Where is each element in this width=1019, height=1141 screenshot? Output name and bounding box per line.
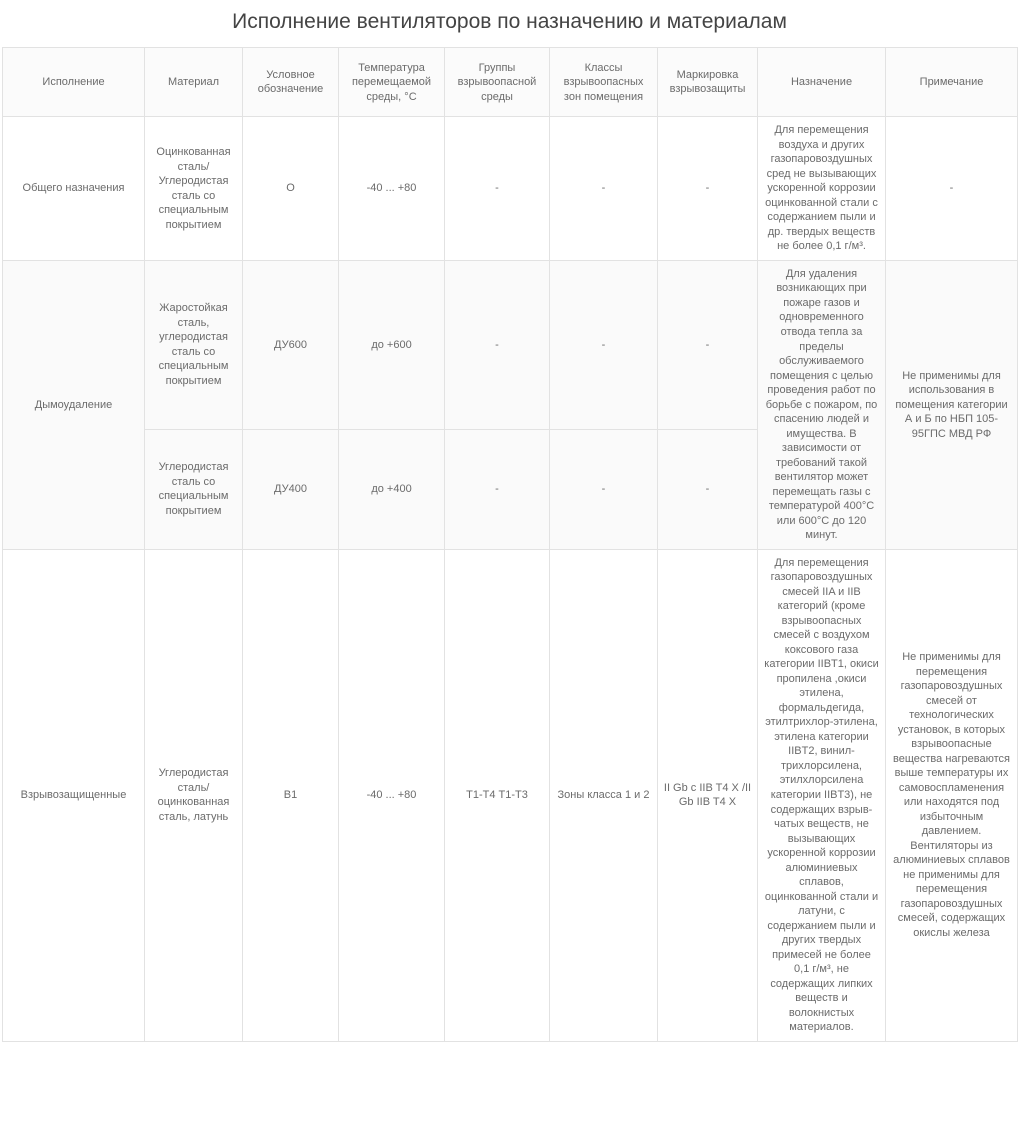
column-header-temperature: Температура перемещаемой среды, °C xyxy=(339,48,445,117)
cell-zones: - xyxy=(550,117,658,261)
column-header-material: Материал xyxy=(145,48,243,117)
column-header-groups: Группы взрывоопасной среды xyxy=(445,48,550,117)
cell-groups: - xyxy=(445,429,550,549)
cell-material: Углеродистая сталь/ оцинкованная сталь, латунь xyxy=(145,549,243,1041)
column-header-designation: Условное обозначение xyxy=(243,48,339,117)
cell-zones: Зоны класса 1 и 2 xyxy=(550,549,658,1041)
cell-purpose: Для перемещения воздуха и других газопаровоздушных сред не вызывающих ускоренной коррозии оцинкованной стали с содержанием пыли и др. твердых веществ не более 0,1 г/м³. xyxy=(758,117,886,261)
cell-material: Углеродистая сталь со специальным покрытием xyxy=(145,429,243,549)
cell-note: Не применимы для использования в помещения категории А и Б по НБП 105-95ГПС МВД РФ xyxy=(886,260,1018,549)
cell-purpose: Для перемещения газопаровоздушных смесей IIA и IIB категорий (кроме взрывоопасных смесей с воздухом коксового газа категории IIBT1, окиси пропилена ,окиси этилена, формальдегида, этилтрихлор-этилена, этилена категории IIBT2, винил-трихлорсилена, этилхлорсилена категории IIBT3), не содержащих взрыв-чатых веществ, не вызывающих ускоренной коррозии алюминиевых сплавов, оцинкованной стали и латуни, с содержанием пыли и других твердых примесей не более 0,1 г/м³, не содержащих липких веществ и волокнистых материалов. xyxy=(758,549,886,1041)
cell-material: Жаростойкая сталь, углеродистая сталь со специальным покрытием xyxy=(145,260,243,429)
column-header-zones: Классы взрывоопасных зон помещения xyxy=(550,48,658,117)
cell-marking: - xyxy=(658,260,758,429)
table-row xyxy=(3,549,1018,1041)
cell-designation: В1 xyxy=(243,549,339,1041)
cell-note: Не применимы для перемещения газопаровоздушных смесей от технологических установок, в которых взрывоопасные вещества нагреваются выше температуры их самовоспламенения или находятся под избыточным давлением. Вентиляторы из алюминиевых сплавов не применимы для перемещения газопаровоздушных смесей, содержащих окислы железа xyxy=(886,549,1018,1041)
page-title: Исполнение вентиляторов по назначению и материалам xyxy=(232,10,787,33)
cell-groups: - xyxy=(445,117,550,261)
cell-designation: ДУ600 xyxy=(243,260,339,429)
column-header-purpose: Назначение xyxy=(758,48,886,117)
table-header xyxy=(3,48,1018,117)
cell-marking: - xyxy=(658,117,758,261)
cell-temperature: -40 ... +80 xyxy=(339,117,445,261)
page-container xyxy=(0,8,1019,1042)
cell-groups: - xyxy=(445,260,550,429)
table-row xyxy=(3,117,1018,261)
table-row xyxy=(3,260,1018,429)
spec-table xyxy=(2,47,1018,1041)
cell-groups: Т1-Т4 Т1-Т3 xyxy=(445,549,550,1041)
cell-temperature: до +600 xyxy=(339,260,445,429)
cell-temperature: -40 ... +80 xyxy=(339,549,445,1041)
column-header-execution: Исполнение xyxy=(3,48,145,117)
cell-temperature: до +400 xyxy=(339,429,445,549)
cell-execution: Общего назначения xyxy=(3,117,145,261)
cell-marking: II Gb c IIB T4 X /II Gb IIB T4 X xyxy=(658,549,758,1041)
cell-execution: Дымоудаление xyxy=(3,260,145,549)
cell-note: - xyxy=(886,117,1018,261)
cell-purpose: Для удаления возникающих при пожаре газов и одновременного отвода тепла за пределы обслуживаемого помещения с целью проведения работ по борьбе с пожаром, по спасению людей и имущества. В зависимости от требований такой вентилятор может перемещать газы с температурой 400°C или 600°C до 120 минут. xyxy=(758,260,886,549)
table-header-row xyxy=(3,48,1018,117)
column-header-marking: Маркировка взрывозащиты xyxy=(658,48,758,117)
table-body xyxy=(3,117,1018,1041)
cell-marking: - xyxy=(658,429,758,549)
cell-material: Оцинкованная сталь/ Углеродистая сталь со специальным покрытием xyxy=(145,117,243,261)
cell-execution: Взрывозащищенные xyxy=(3,549,145,1041)
cell-zones: - xyxy=(550,260,658,429)
cell-designation: О xyxy=(243,117,339,261)
cell-designation: ДУ400 xyxy=(243,429,339,549)
cell-zones: - xyxy=(550,429,658,549)
column-header-note: Примечание xyxy=(886,48,1018,117)
